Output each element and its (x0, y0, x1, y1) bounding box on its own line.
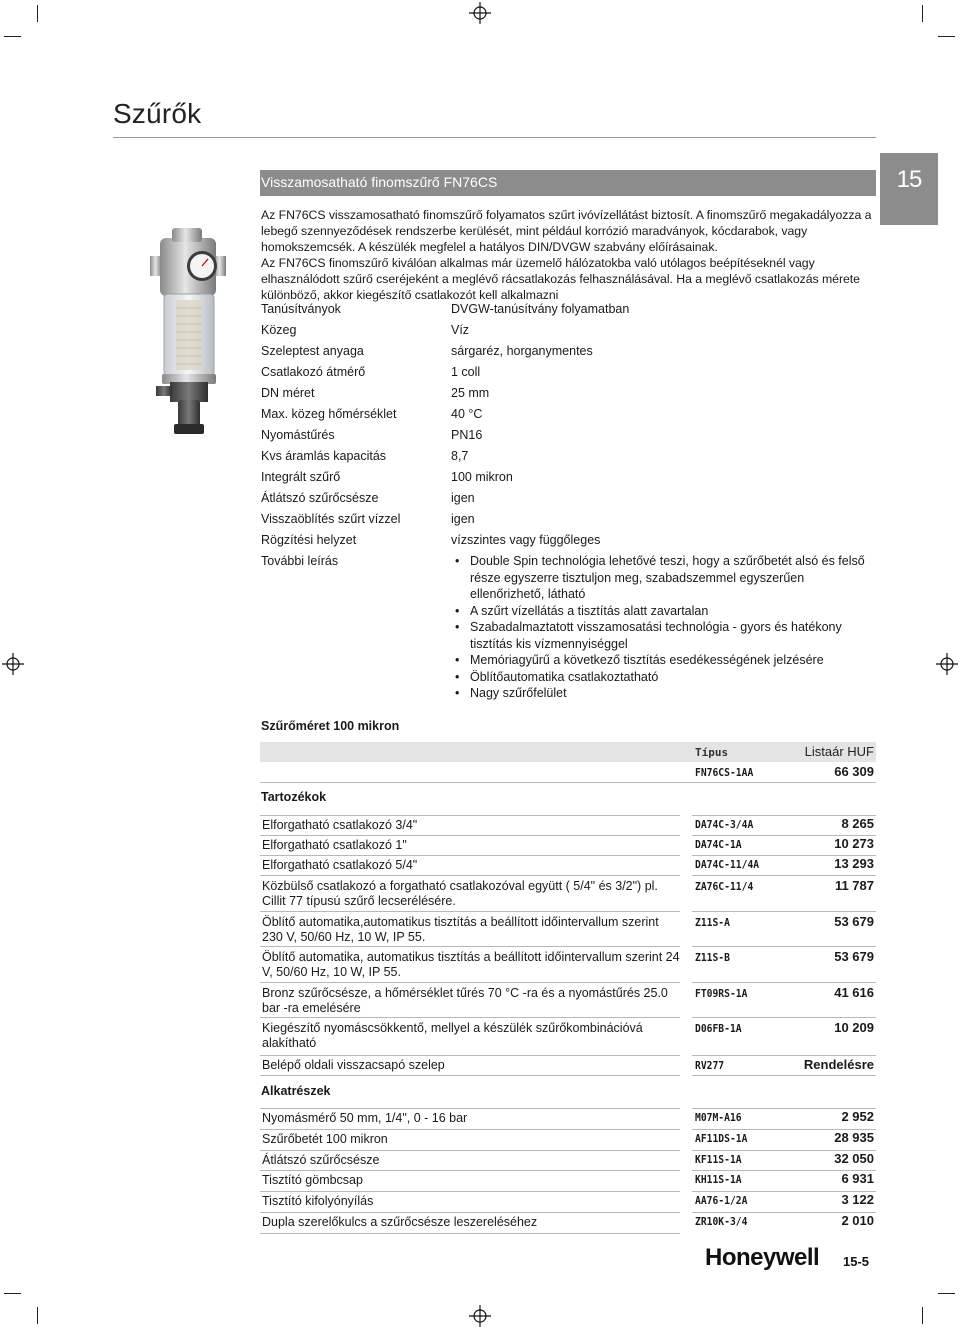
accessory-code: Z11S-A (695, 916, 730, 929)
spec-value: sárgaréz, horganymentes (451, 344, 593, 358)
crop-mark (938, 36, 955, 37)
row-divider (260, 1129, 680, 1130)
row-divider (260, 1108, 680, 1109)
spec-value: 8,7 (451, 449, 469, 463)
part-description: Szűrőbetét 100 mikron (262, 1132, 388, 1146)
spec-label: Tanúsítványok (261, 302, 341, 316)
type-column-header: Típus (695, 746, 729, 759)
spec-value: PN16 (451, 428, 483, 442)
spec-label: Közeg (261, 323, 297, 337)
row-divider (260, 1191, 680, 1192)
spec-label: Visszaöblítés szűrt vízzel (261, 512, 401, 526)
row-divider (260, 911, 680, 912)
row-divider (692, 911, 876, 912)
filter-size-heading: Szűrőméret 100 mikron (261, 719, 400, 733)
part-code: KF11S-1A (695, 1153, 742, 1166)
accessory-description: Elforgatható csatlakozó 5/4" (262, 858, 418, 872)
spec-value: igen (451, 491, 475, 505)
spec-label: További leírás (261, 554, 339, 568)
accessory-code: DA74C-1A (695, 838, 742, 851)
spec-value: 1 coll (451, 365, 481, 379)
accessory-description: Belépő oldali visszacsapó szelep (262, 1058, 445, 1072)
section-title: Visszamosatható finomszűrő FN76CS (261, 174, 498, 190)
row-divider (260, 946, 680, 947)
intro-paragraph: Az FN76CS finomszűrő kiválóan alkalmas már üzemelő hálózatokba való utólagos beépítéseknél vagy elhasználódott szűrő cseréjeként a meglévő rácsatlakozás felhasználásával. Ha a meglévő csatlakozás mérete különböző, akkor kiegészítő csatlakozót kell alkalmazni (261, 256, 860, 302)
row-divider (260, 1233, 680, 1234)
accessory-price: 41 616 (834, 985, 874, 1000)
accessory-description: Öblítő automatika,automatikus tisztítás a beállított időintervallum szerint 230 V, 50/60 Hz, 10 W, IP 55. (262, 915, 659, 944)
accessory-description: Közbülső csatlakozó a forgatható csatlakozóval együtt ( 5/4" és 3/2") pl. Cillit 77 típusú szűrő lecserélésére. (262, 879, 658, 908)
spec-label: DN méret (261, 386, 315, 400)
row-divider (260, 1075, 680, 1076)
spec-value: DVGW-tanúsítvány folyamatban (451, 302, 630, 316)
parts-heading: Alkatrészek (261, 1084, 331, 1098)
crop-mark (37, 5, 38, 22)
spec-value: vízszintes vagy függőleges (451, 533, 601, 547)
part-description: Tisztító gömbcsap (262, 1173, 363, 1187)
accessory-description: Öblítő automatika, automatikus tisztítás a beállított időintervallum szerint 24 V, 50/60 Hz, 10 W, IP 55. (262, 950, 680, 979)
feature-item: • Double Spin technológia lehetővé teszi, hogy a szűrőbetét alsó és felső része egyszerre tisztuljon meg, szabadszemmel egyszerűen ellenőrizhető, látható (452, 553, 872, 603)
accessory-code: ZA76C-11/4 (695, 880, 754, 893)
row-divider (260, 982, 680, 983)
spec-label: Integrált szűrő (261, 470, 341, 484)
accessory-description: Kiegészítő nyomáscsökkentő, mellyel a készülék szűrőkombinációvá alakítható (262, 1021, 643, 1050)
title-divider (113, 137, 876, 138)
part-price: 32 050 (834, 1151, 874, 1166)
row-divider (692, 1017, 876, 1018)
row-divider (260, 875, 680, 876)
spec-label: Szeleptest anyaga (261, 344, 364, 358)
feature-item: • Öblítőautomatika csatlakoztatható (452, 669, 872, 686)
registration-mark-icon (469, 1305, 491, 1327)
accessory-description: Elforgatható csatlakozó 1" (262, 838, 407, 852)
row-divider (692, 1055, 876, 1056)
accessory-description: Bronz szűrőcsésze, a hőmérséklet tűrés 70 °C -ra és a nyomástűrés 25.0 bar -ra emelésére (262, 986, 668, 1015)
accessory-code: FT09RS-1A (695, 987, 748, 1000)
accessory-code: DA74C-11/4A (695, 858, 760, 871)
crop-mark (922, 5, 923, 22)
part-price: 6 931 (841, 1171, 874, 1186)
part-price: 2 010 (841, 1213, 874, 1228)
row-divider (260, 1212, 680, 1213)
part-code: AF11DS-1A (695, 1132, 748, 1145)
honeywell-logo: Honeywell (705, 1244, 820, 1271)
intro-text (261, 207, 873, 303)
accessory-price: Rendelésre (803, 1057, 874, 1072)
feature-item: • A szűrt vízellátás a tisztítás alatt zavartalan (452, 603, 872, 620)
feature-list (452, 553, 872, 702)
accessory-price: 11 787 (834, 878, 874, 893)
part-price: 3 122 (841, 1192, 874, 1207)
spec-label: Max. közeg hőmérséklet (261, 407, 397, 421)
part-price: 28 935 (834, 1130, 874, 1145)
page-number: 15-5 (843, 1254, 870, 1269)
spec-label: Rögzítési helyzet (261, 533, 357, 547)
part-code: M07M-A16 (695, 1111, 742, 1124)
accessory-code: D06FB-1A (695, 1022, 742, 1035)
row-divider (260, 855, 680, 856)
row-divider (260, 1150, 680, 1151)
spec-value: Víz (451, 323, 470, 337)
accessory-price: 10 209 (834, 1020, 874, 1035)
accessory-price: 10 273 (834, 836, 874, 851)
spec-label: Csatlakozó átmérő (261, 365, 366, 379)
page-title: Szűrők (113, 98, 202, 129)
spec-value: 40 °C (451, 407, 483, 421)
accessory-code: DA74C-3/4A (695, 818, 754, 831)
spec-label: Nyomástűrés (261, 428, 335, 442)
crop-mark (4, 1293, 21, 1294)
feature-item: • Nagy szűrőfelület (452, 685, 872, 702)
feature-item: • Memóriagyűrű a következő tisztítás esedékességének jelzésére (452, 652, 872, 669)
row-divider (260, 815, 680, 816)
spec-value: 100 mikron (451, 470, 513, 484)
spec-label: Átlátszó szűrőcsésze (261, 491, 379, 505)
accessory-code: Z11S-B (695, 951, 730, 964)
row-divider (260, 835, 680, 836)
accessory-description: Elforgatható csatlakozó 3/4" (262, 818, 418, 832)
intro-paragraph: Az FN76CS visszamosatható finomszűrő folyamatos szűrt ivóvízellátást biztosít. A finomszűrő megakadályozza a lebegő szennyeződések rendszerbe kerülését, mint például korrózió maradványok, kócdarabok, vagy homokszemcsék. A készülék megfelel a hatályos DIN/DVGW szabvány előírásainak. (261, 208, 872, 254)
part-description: Tisztító kifolyónyílás (262, 1194, 374, 1208)
part-description: Dupla szerelőkulcs a szűrőcsésze leszereléséhez (262, 1215, 538, 1229)
registration-mark-icon (469, 2, 491, 24)
spec-label: Kvs áramlás kapacitás (261, 449, 387, 463)
registration-mark-icon (2, 653, 24, 675)
part-price: 2 952 (841, 1109, 874, 1124)
spec-value: igen (451, 512, 475, 526)
crop-mark (37, 1307, 38, 1324)
accessory-price: 53 679 (834, 949, 874, 964)
row-divider (260, 1055, 680, 1056)
product-price: 66 309 (834, 764, 874, 779)
price-column-header: Listaár HUF (804, 744, 874, 759)
accessory-price: 8 265 (841, 816, 874, 831)
crop-mark (4, 36, 21, 37)
crop-mark (922, 1307, 923, 1324)
product-code: FN76CS-1AA (695, 766, 754, 779)
row-divider (692, 875, 876, 876)
row-divider (692, 982, 876, 983)
part-description: Nyomásmérő 50 mm, 1/4", 0 - 16 bar (262, 1111, 468, 1125)
row-divider (692, 1075, 876, 1076)
accessory-price: 13 293 (834, 856, 874, 871)
feature-item: • Szabadalmaztatott visszamosatási technológia - gyors és hatékony tisztítás kis vízmennyiséggel (452, 619, 872, 652)
accessories-heading: Tartozékok (261, 790, 327, 804)
part-code: AA76-1/2A (695, 1194, 748, 1207)
crop-mark (938, 1293, 955, 1294)
part-code: KH11S-1A (695, 1173, 742, 1186)
spec-value: 25 mm (451, 386, 490, 400)
part-description: Átlátszó szűrőcsésze (262, 1153, 380, 1167)
row-divider (260, 1017, 680, 1018)
product-image (148, 228, 240, 436)
registration-mark-icon (936, 653, 958, 675)
accessory-code: RV277 (695, 1059, 725, 1072)
row-divider (692, 946, 876, 947)
part-code: ZR10K-3/4 (695, 1215, 748, 1228)
chapter-number: 15 (896, 166, 922, 193)
row-divider (260, 1170, 680, 1171)
accessory-price: 53 679 (834, 914, 874, 929)
